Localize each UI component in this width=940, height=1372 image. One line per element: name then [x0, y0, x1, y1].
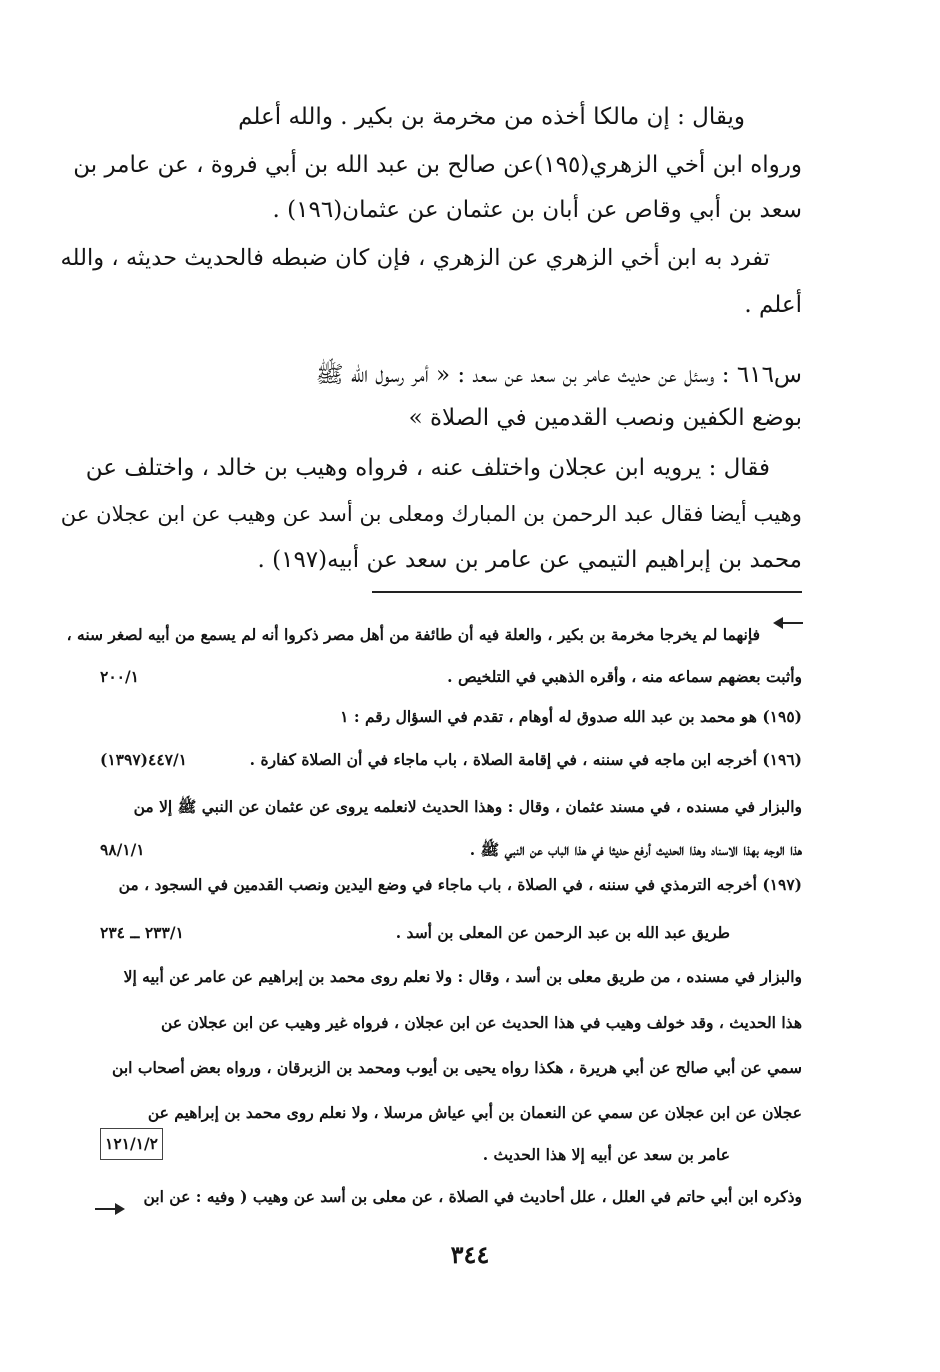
footnote-ref-196: ٤٤٧/١(١٣٩٧) — [100, 750, 187, 769]
continuation-arrow-icon — [95, 1208, 123, 1210]
footnote-line-1: فإنهما لم يخرجا مخرمة بن بكير ، والعلة فيه أن طائفة من أهل مصر ذكروا أنه لم يسمع من أبيه لصغر سنه ، — [66, 625, 760, 644]
page-number: ٣٤٤ — [450, 1240, 490, 1269]
footnote-ref-1: ٢٠٠/١ — [100, 667, 139, 686]
footnote-ref-8: ٢٣٣/١ ــ ٢٣٤ — [100, 923, 184, 942]
footnote-line-11: سمي عن أبي صالح عن أبي هريرة ، هكذا رواه يحيى بن أيوب ومحمد بن الزبرقان ، ورواه بعض أصحاب ابن — [112, 1058, 802, 1077]
footnote-line-14: وذكره ابن أبي حاتم في العلل ، علل أحاديث في الصلاة ، عن معلى بن أسد عن وهيب ( وفيه : عن ابن — [143, 1187, 802, 1206]
body-line-1: ويقال : إن مالكا أخذه من مخرمة بن بكير . والله أعلم — [238, 104, 745, 130]
body-line-2: ورواه ابن أخي الزهري(١٩٥)عن صالح بن عبد الله بن أبي فروة ، عن عامر بن — [73, 152, 802, 178]
footnote-197: (١٩٧) أخرجه الترمذي في سننه ، في الصلاة ، باب ماجاء في وضع اليدين ونصب القدمين في السجود ، من — [118, 875, 802, 894]
body-line-9: وهيب أيضا فقال عبد الرحمن بن المبارك ومعلى بن أسد عن وهيب عن ابن عجلان عن — [60, 501, 802, 526]
footnote-195: (١٩٥) هو محمد بن عبد الله صدوق له أوهام ، تقدم في السؤال رقم : ١ — [340, 707, 802, 726]
footnote-line-12: عجلان عن ابن عجلان عن سمي عن النعمان بن أبي عياش مرسلا ، ولا نعلم روى محمد بن إبراهيم عن — [147, 1103, 802, 1122]
footnote-line-8: طريق عبد الله بن عبد الرحمن عن المعلى بن أسد . — [395, 923, 730, 942]
footnote-line-13: عامر بن سعد عن أبيه إلا هذا الحديث . — [482, 1145, 730, 1164]
body-line-8: فقال : يرويه ابن عجلان واختلف عنه ، فرواه وهيب بن خالد ، واختلف عن — [85, 455, 770, 481]
body-line-4: تفرد به ابن أخي الزهري عن الزهري ، فإن كان ضبطه فالحديث حديثه ، والله — [60, 245, 770, 271]
footnote-line-5: والبزار في مسنده ، في مسند عثمان ، وقال : وهذا الحديث لانعلمه يروى عن عثمان عن النبي ﷺ إلا من — [133, 797, 802, 816]
body-line-5: أعلم . — [744, 292, 802, 318]
footnote-line-9: والبزار في مسنده ، من طريق معلى بن أسد ، وقال : ولا نعلم روى محمد بن إبراهيم عن عامر عن أبيه إلا — [123, 967, 802, 986]
question-heading: س٦١٦ : وسئل عن حديث عامر بن سعد عن سعد : « أمر رسول الله ﷺ — [315, 362, 802, 388]
body-line-3: سعد بن أبي وقاص عن أبان بن عثمان عن عثمان(١٩٦) . — [272, 197, 802, 223]
footnote-separator — [372, 591, 802, 593]
body-line-10: محمد بن إبراهيم التيمي عن عامر بن سعد عن أبيه(١٩٧) . — [257, 547, 802, 573]
footnote-line-10: هذا الحديث ، وقد خولف وهيب في هذا الحديث عن ابن عجلان ، فرواه غير وهيب عن ابن عجلان عن — [161, 1013, 802, 1032]
footnote-ref-13: ١٢١/١/٢ — [100, 1128, 163, 1160]
body-line-7: بوضع الكفين ونصب القدمين في الصلاة » — [408, 405, 802, 431]
footnote-196: (١٩٦) أخرجه ابن ماجه في سننه ، في إقامة الصلاة ، باب ماجاء في أن الصلاة كفارة . — [249, 750, 802, 769]
footnote-ref-6: ٩٨/١/١ — [100, 840, 145, 859]
continuation-arrow-icon — [775, 622, 803, 624]
footnote-line-6: هذا الوجه بهذا الاسناد وهذا الحديث أرفع حديثا في هذا الباب عن النبي ﷺ . — [469, 840, 802, 859]
footnote-line-2: وأثبت بعضهم سماعه منه ، وأقره الذهبي في التلخيص . — [447, 667, 802, 686]
